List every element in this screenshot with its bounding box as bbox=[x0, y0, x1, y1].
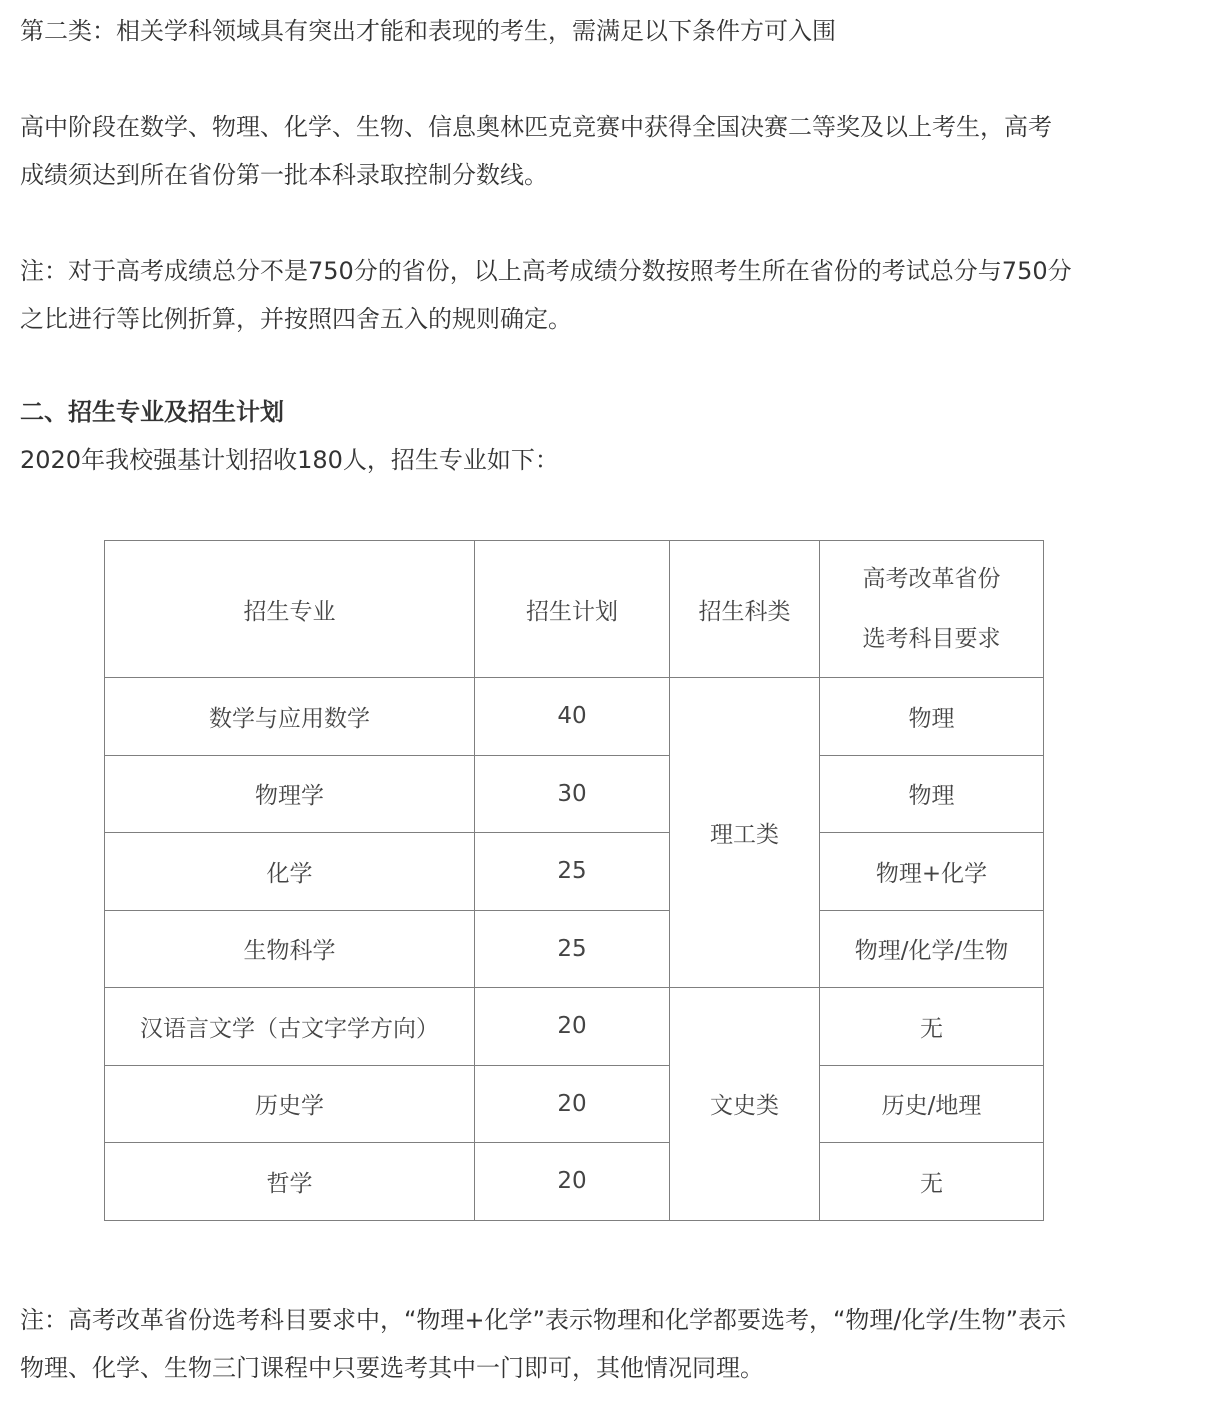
score-note-line-1: 注：对于高考成绩总分不是750分的省份，以上高考成绩分数按照考生所在省份的考试总分与750分 bbox=[20, 257, 1072, 285]
table-row bbox=[105, 910, 1044, 988]
cell-plan: 20 bbox=[475, 1143, 670, 1221]
header-requirement-line-1: 高考改革省份 bbox=[862, 566, 1001, 592]
cell-plan: 30 bbox=[475, 755, 670, 833]
header-plan: 招生计划 bbox=[475, 541, 670, 678]
cell-requirement: 物理 bbox=[820, 755, 1044, 833]
cell-plan: 25 bbox=[475, 833, 670, 911]
cell-requirement: 物理/化学/生物 bbox=[820, 910, 1044, 988]
score-note-paragraph bbox=[20, 247, 1204, 343]
condition-paragraph bbox=[20, 103, 1204, 199]
header-category: 招生科类 bbox=[670, 541, 820, 678]
table-row bbox=[105, 988, 1044, 1066]
category2-title: 第二类：相关学科领域具有突出才能和表现的考生，需满足以下条件方可入围 bbox=[20, 17, 836, 45]
subject-note-paragraph bbox=[20, 1296, 1204, 1392]
cell-plan: 20 bbox=[475, 1065, 670, 1143]
cell-requirement: 无 bbox=[820, 1143, 1044, 1221]
cell-plan: 40 bbox=[475, 678, 670, 756]
cell-category-humanities: 文史类 bbox=[670, 988, 820, 1221]
cell-requirement: 历史/地理 bbox=[820, 1065, 1044, 1143]
cell-requirement: 无 bbox=[820, 988, 1044, 1066]
table-row bbox=[105, 1143, 1044, 1221]
header-major: 招生专业 bbox=[105, 541, 475, 678]
table-row bbox=[105, 1065, 1044, 1143]
cell-requirement: 物理 bbox=[820, 678, 1044, 756]
table-row bbox=[105, 678, 1044, 756]
enrollment-intro: 2020年我校强基计划招收180人，招生专业如下： bbox=[20, 446, 559, 474]
cell-major: 历史学 bbox=[105, 1065, 475, 1143]
cell-major: 物理学 bbox=[105, 755, 475, 833]
score-note-line-2: 之比进行等比例折算，并按照四舍五入的规则确定。 bbox=[20, 305, 572, 333]
table-row bbox=[105, 755, 1044, 833]
cell-plan: 25 bbox=[475, 910, 670, 988]
cell-requirement: 物理+化学 bbox=[820, 833, 1044, 911]
cell-major: 数学与应用数学 bbox=[105, 678, 475, 756]
subject-note-line-1: 注：高考改革省份选考科目要求中，“物理+化学”表示物理和化学都要选考，“物理/化学/生物”表示 bbox=[20, 1306, 1067, 1334]
condition-line-2: 成绩须达到所在省份第一批本科录取控制分数线。 bbox=[20, 161, 548, 189]
header-requirement-line-2: 选考科目要求 bbox=[862, 626, 1001, 652]
cell-category-science: 理工类 bbox=[670, 678, 820, 988]
section-heading: 二、招生专业及招生计划 bbox=[20, 398, 284, 426]
table-row bbox=[105, 833, 1044, 911]
cell-major: 化学 bbox=[105, 833, 475, 911]
condition-line-1: 高中阶段在数学、物理、化学、生物、信息奥林匹克竞赛中获得全国决赛二等奖及以上考生，高考 bbox=[20, 113, 1052, 141]
table-header-row bbox=[105, 541, 1044, 678]
cell-major: 哲学 bbox=[105, 1143, 475, 1221]
cell-plan: 20 bbox=[475, 988, 670, 1066]
cell-major: 汉语言文学（古文字学方向） bbox=[105, 988, 475, 1066]
header-requirement bbox=[820, 541, 1044, 678]
cell-major: 生物科学 bbox=[105, 910, 475, 988]
enrollment-plan-table bbox=[104, 540, 1044, 1221]
subject-note-line-2: 物理、化学、生物三门课程中只要选考其中一门即可，其他情况同理。 bbox=[20, 1354, 764, 1382]
